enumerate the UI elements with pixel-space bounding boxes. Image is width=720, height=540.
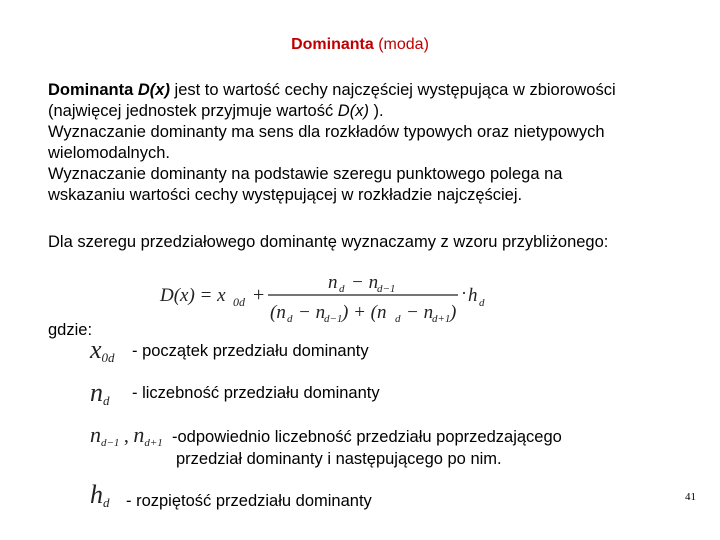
gdzie-label: gdzie: bbox=[48, 321, 93, 339]
intro-paragraph bbox=[48, 80, 708, 206]
formula-den-a-sub1: d bbox=[287, 313, 293, 325]
page-number: 41 bbox=[685, 491, 696, 503]
intro-line-2-symbol: D(x) bbox=[337, 102, 369, 120]
formula-den-b-close: ) bbox=[450, 302, 457, 323]
intro-line-2a: (najwięcej jednostek przyjmuje wartość bbox=[48, 102, 334, 120]
formula-den-b-sub1: d bbox=[395, 313, 401, 325]
formula-h-sub: d bbox=[479, 297, 485, 309]
legend-text-nd: - liczebność przedziału dominanty bbox=[132, 384, 380, 402]
legend-symbol-nd-pair: $n_{d-1}$ , $n_{d+1}$ bbox=[90, 422, 163, 450]
formula-num-n: n bbox=[328, 272, 338, 293]
legend-text-nd-pair-1: -odpowiednio liczebność przedziału poprzedzającego bbox=[172, 428, 562, 446]
legend-text-hd: - rozpiętość przedziału dominanty bbox=[126, 492, 372, 510]
intro-line-3: Wyznaczanie dominanty ma sens dla rozkładów typowych oraz nietypowych bbox=[48, 123, 605, 141]
formula-num-sub1: d bbox=[339, 283, 345, 295]
formula-num-minus: − n bbox=[351, 272, 379, 293]
legend-symbol-nd: $n_d$ bbox=[90, 378, 110, 409]
legend-symbol-hd: $h_d$ bbox=[90, 480, 110, 511]
formula-den-b-sub2: d+1 bbox=[432, 313, 451, 325]
mode-formula bbox=[150, 268, 500, 328]
legend-text-x0d: - początek przedziału dominanty bbox=[132, 342, 369, 360]
formula-den-b-minus: − n bbox=[406, 302, 434, 323]
formula-lhs: D(x) = x bbox=[160, 285, 226, 306]
title-paren: (moda) bbox=[378, 36, 429, 53]
intro-line-1-rest: jest to wartość cechy najczęściej występująca w zbiorowości bbox=[174, 81, 616, 99]
title-main: Dominanta bbox=[291, 36, 374, 53]
intro-line-5: Wyznaczanie dominanty na podstawie szeregu punktowego polega na bbox=[48, 165, 563, 183]
intro-line-4: wielomodalnych. bbox=[48, 144, 170, 162]
formula-den-a: (n bbox=[270, 302, 286, 323]
formula-den-a-sub2: d−1 bbox=[324, 313, 343, 325]
intro-line-2 bbox=[48, 101, 708, 122]
formula-den-a-close: ) + (n bbox=[342, 302, 387, 323]
slide-title bbox=[0, 36, 720, 54]
intro-line-2b: ). bbox=[373, 102, 384, 120]
intro-line-1 bbox=[48, 80, 708, 101]
formula-plus: + bbox=[253, 284, 265, 306]
intro-lead: Dominanta bbox=[48, 81, 134, 99]
formula-mult: · bbox=[461, 283, 467, 303]
intro-symbol: D(x) bbox=[137, 81, 170, 99]
interval-text: Dla szeregu przedziałowego dominantę wyznaczamy z wzoru przybliżonego: bbox=[48, 233, 609, 251]
formula-den-a-minus: − n bbox=[298, 302, 326, 323]
formula-num-sub2: d−1 bbox=[377, 283, 396, 295]
intro-line-6: wskazaniu wartości cechy występującej w rozkładzie najczęściej. bbox=[48, 186, 523, 204]
legend-text-nd-pair-2: przedział dominanty i następującego po nim. bbox=[176, 450, 502, 468]
formula-h: h bbox=[468, 285, 478, 306]
legend-symbol-x0d: $x_{0d}$ bbox=[90, 335, 115, 366]
formula-lhs-sub: 0d bbox=[233, 295, 245, 309]
